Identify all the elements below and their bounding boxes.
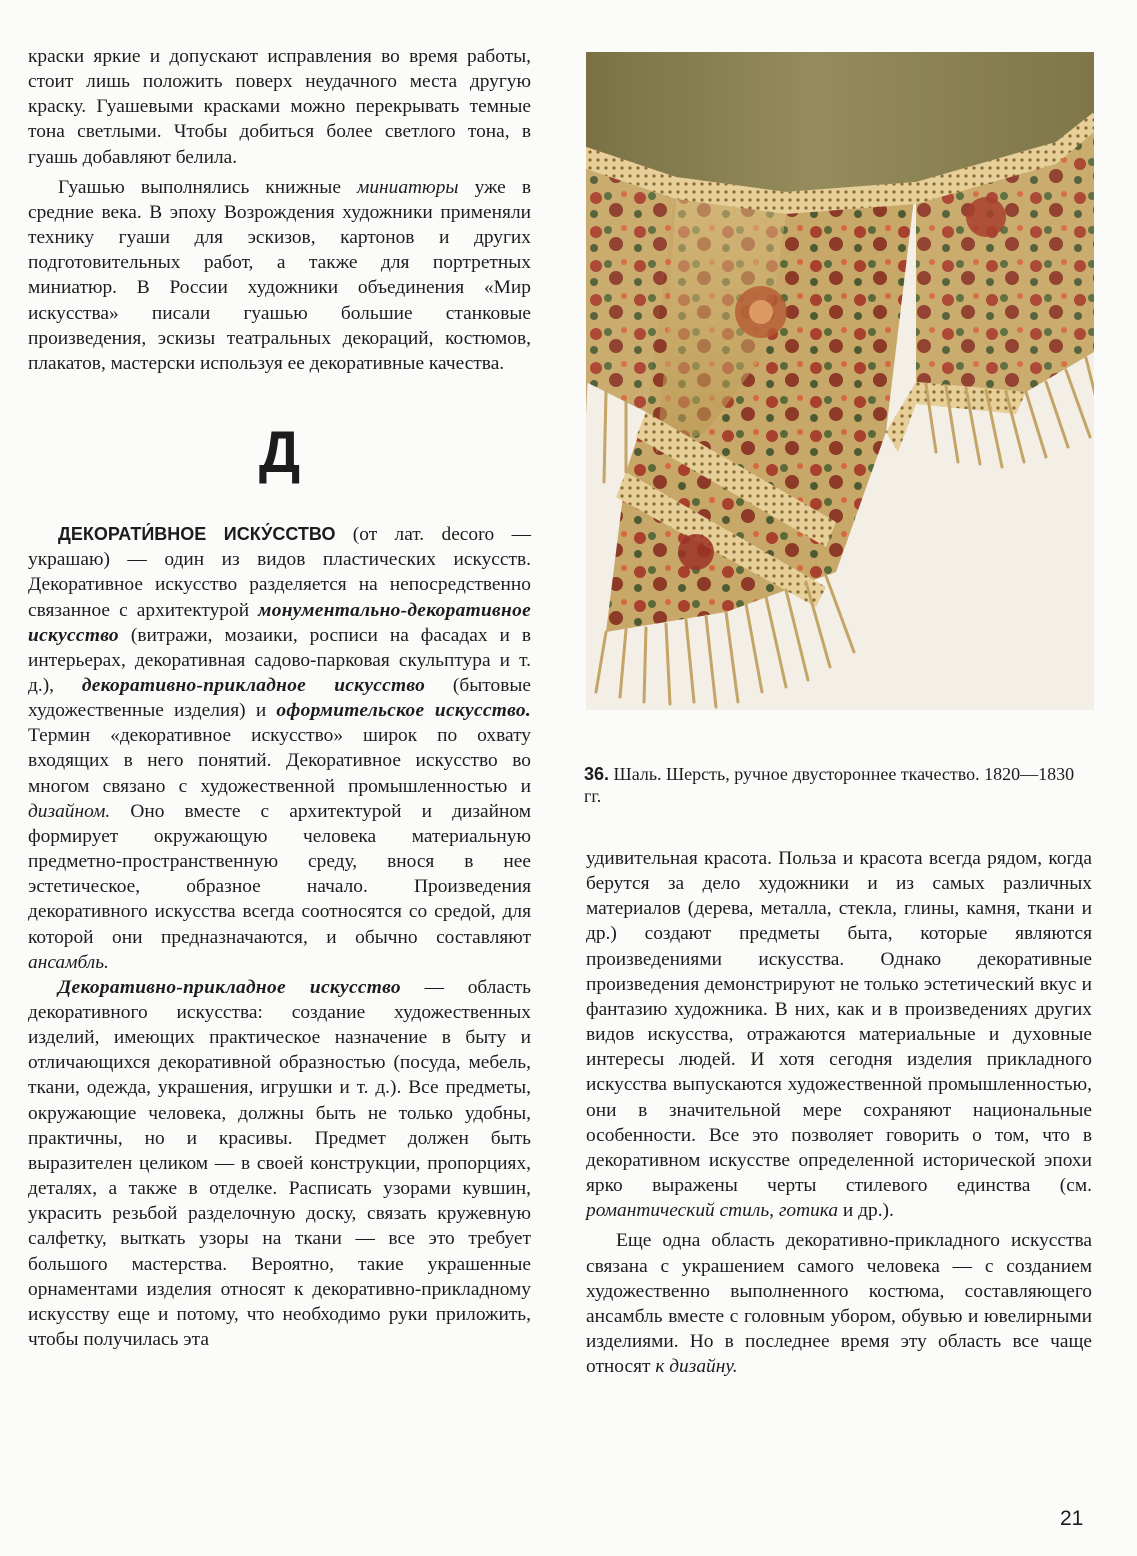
text-run: удивительная красота. Польза и красота всегда рядом, когда берутся за дело художники и из самых различных материалов (дерева, металла, стекла, глины, камня, ткани и др.) создают предметы быта, которые являются произведениями искусства. Однако декоративные произведения демонстрируют не только эстетический вкус и фантазию художника. В них, как и в произведениях других видов искусства, отражаются материальные и духовные интересы людей. И хотя сегодня изделия прикладного искусства выпускаются художественной промышленностью, они в значительной мере сохраняют национальные особенности. Все это позволяет говорить о том, что в декоративном искусстве определенной исторической эпохи ярко выражены черты стилевого единства (см. [586, 848, 1092, 1197]
paragraph [586, 846, 1092, 1223]
text-run: (витражи, мозаики, росписи на фасадах и в интерьерах, декоративная садово-парковая скульптура и т. д.), [28, 624, 531, 696]
subheading-term: Декоративно-прикладное искусство [58, 976, 401, 998]
article-heading: ДЕКОРАТИ́ВНОЕ ИСКУ́ССТВО [58, 524, 336, 545]
shawl-photo [586, 52, 1094, 710]
paragraph [28, 975, 531, 1352]
paragraph [586, 1228, 1092, 1379]
text-run: (от лат. decoro — украшаю) — один из видов пластических искусств. Декоративное искусство разделяется на непосредственно связанное с архитектурой [28, 524, 531, 621]
paragraph [28, 175, 531, 376]
page-number: 21 [1060, 1507, 1084, 1530]
figure-caption [584, 763, 1094, 807]
text-run: Гуашью выполнялись книжные [58, 176, 357, 198]
text-run: и др.). [838, 1200, 894, 1222]
left-column [28, 44, 531, 1352]
paragraph: краски яркие и допускают исправления во время работы, стоит лишь положить поверх неудачного места другую краску. Гуашевыми красками можно перекрывать темные тона светлыми. Чтобы добиться более светлого тона, в гуашь добавляют белила. [28, 46, 531, 168]
term: монументально-декоративное искусство [28, 599, 531, 646]
text-run: (бытовые художественные изделия) и [28, 674, 531, 722]
article-paragraph [28, 522, 531, 975]
text-run: Термин «декоративное искусство» широк по охвату входящих в него понятий. Декоративное искусство во многом связано с художественной промышленностью и [28, 725, 531, 797]
text-run: Оно вместе с архитектурой и дизайном формирует окружающую человека материальную предметно-пространственную среду, внося в нее эстетическое, образное начало. Произведения декоративного искусства всегда соотносятся со средой, для которой они предназначаются, и обычно составляют [28, 800, 531, 948]
term-link: ансамбль. [28, 951, 109, 973]
section-letter: Д [258, 420, 301, 486]
text-run: Еще одна область декоративно-прикладного искусства связана с украшением самого человека — с созданием художественно выполненного костюма, составляющего ансамбль вместе с головным убором, обувью и ювелирными изделиями. Но в последнее время эту область все чаще относят [586, 1230, 1092, 1378]
caption-text: Шаль. Шерсть, ручное двустороннее ткачество. 1820—1830 гг. [584, 764, 1075, 806]
figure-number: 36. [584, 764, 610, 784]
term-link-miniatures: миниатюры [356, 176, 459, 198]
term-link: романтический стиль, готика [586, 1200, 839, 1222]
text-run: уже в средние века. В эпоху Возрождения художники применяли технику гуаши для эскизов, картонов и других подготовительных работ, а также для портретных миниатюр. В России художники объединения «Мир искусства» писали гуашью большие станковые произведения, эскизы театральных декораций, костюмов, плакатов, мастерски используя ее декоративные качества. [28, 176, 531, 374]
text-run: — область декоративного искусства: создание художественных изделий, имеющих практическое назначение в быту и отличающихся декоративной образностью (посуда, мебель, ткани, одежда, украшения, игрушки и т. д.). Все предметы, окружающие человека, должны быть не только удобны, практичны, но и красивы. Предмет должен быть выразителен целиком — в своей конструкции, пропорциях, деталях, а также в отделке. Расписать узорами кувшин, украсить резьбой разделочную доску, связать кружевную салфетку, выткать узоры на ткани — все это требует большого мастерства. Вероятно, такие украшенные орнаментами изделия относят к декоративно-прикладному искусству еще и потому, что необходимо руки приложить, чтобы получилась эта [28, 976, 532, 1351]
term-link: к дизайну. [655, 1356, 738, 1378]
term-link: дизайном. [28, 800, 111, 822]
right-column [586, 846, 1092, 1379]
term: оформительское искусство. [276, 700, 531, 722]
shawl-illustration [586, 52, 1094, 710]
term: декоративно-прикладное искусство [81, 674, 426, 696]
